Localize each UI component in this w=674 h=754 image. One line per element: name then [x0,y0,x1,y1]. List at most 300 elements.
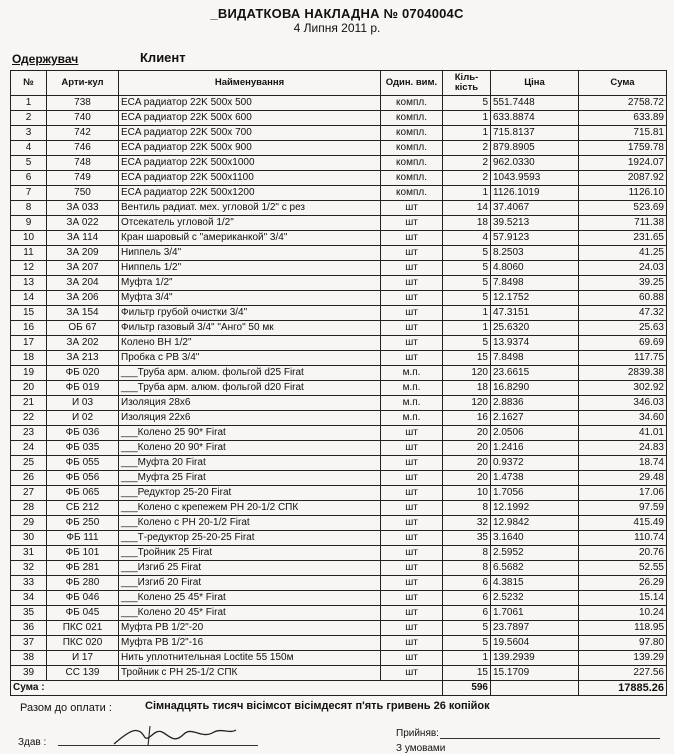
row-unit: шт [381,591,443,606]
total-row [11,681,667,696]
row-sum: 41.01 [579,426,667,441]
row-unit: шт [381,426,443,441]
row-num: 35 [11,606,47,621]
row-price: 16.8290 [491,381,579,396]
row-qty: 8 [443,561,491,576]
row-article: ПКС 021 [47,621,119,636]
row-price: 879.8905 [491,141,579,156]
row-unit: шт [381,636,443,651]
row-article: 749 [47,171,119,186]
row-unit: шт [381,231,443,246]
row-qty: 20 [443,426,491,441]
row-article: ФБ 020 [47,366,119,381]
row-price: 12.1992 [491,501,579,516]
table-row [11,576,667,591]
document-date: 4 Липня 2011 р. [293,21,381,35]
row-unit: м.п. [381,396,443,411]
row-article: ФБ 280 [47,576,119,591]
row-article: 750 [47,186,119,201]
table-row [11,246,667,261]
row-qty: 5 [443,261,491,276]
row-sum: 10.24 [579,606,667,621]
row-qty: 20 [443,441,491,456]
row-qty: 5 [443,636,491,651]
row-qty: 14 [443,201,491,216]
row-unit: компл. [381,111,443,126]
row-qty: 18 [443,216,491,231]
row-num: 3 [11,126,47,141]
row-num: 4 [11,141,47,156]
row-unit: шт [381,501,443,516]
row-article: И 03 [47,396,119,411]
pay-label: Разом до оплати : [20,702,112,714]
row-article: ФБ 035 [47,441,119,456]
row-num: 37 [11,636,47,651]
gave-label: Здав : [18,737,47,748]
row-num: 10 [11,231,47,246]
row-qty: 18 [443,381,491,396]
row-num: 29 [11,516,47,531]
row-qty: 15 [443,351,491,366]
row-sum: 227.56 [579,666,667,681]
row-sum: 69.69 [579,336,667,351]
table-row [11,546,667,561]
row-name: Ниппель 1/2" [119,261,381,276]
table-row [11,336,667,351]
total-sum: 17885.26 [579,681,667,696]
row-qty: 1 [443,126,491,141]
row-name: Фильтр газовый 3/4" "Анго" 50 мк [119,321,381,336]
row-qty: 2 [443,156,491,171]
row-qty: 1 [443,186,491,201]
row-article: ФБ 281 [47,561,119,576]
row-price: 19.5604 [491,636,579,651]
row-article: СС 139 [47,666,119,681]
row-article: 748 [47,156,119,171]
row-num: 27 [11,486,47,501]
row-unit: компл. [381,171,443,186]
row-name: ECA радиатор 22K 500x 700 [119,126,381,141]
row-price: 4.8060 [491,261,579,276]
row-name: ECA радиатор 22K 500x1100 [119,171,381,186]
row-sum: 20.76 [579,546,667,561]
row-unit: шт [381,456,443,471]
column-header-qty: Кіль-кість [443,71,491,96]
row-unit: шт [381,516,443,531]
row-sum: 41.25 [579,246,667,261]
row-num: 13 [11,276,47,291]
row-num: 8 [11,201,47,216]
row-sum: 715.81 [579,126,667,141]
table-row [11,471,667,486]
row-qty: 5 [443,96,491,111]
row-sum: 231.65 [579,231,667,246]
row-qty: 5 [443,276,491,291]
row-qty: 6 [443,606,491,621]
row-price: 6.5682 [491,561,579,576]
row-name: ___Колено 20 90* Firat [119,441,381,456]
row-price: 1043.9593 [491,171,579,186]
table-row [11,216,667,231]
row-qty: 5 [443,336,491,351]
row-article: ЗА 206 [47,291,119,306]
row-article: ФБ 019 [47,381,119,396]
row-name: ___Колено 20 45* Firat [119,606,381,621]
row-article: 746 [47,141,119,156]
total-price-empty [491,681,579,696]
row-sum: 346.03 [579,396,667,411]
row-name: ___Колено с крепежем РН 20-1/2 СПК [119,501,381,516]
row-sum: 97.80 [579,636,667,651]
row-num: 22 [11,411,47,426]
row-sum: 25.63 [579,321,667,336]
row-unit: шт [381,216,443,231]
row-name: ___Труба арм. алюм. фольгой d25 Firat [119,366,381,381]
table-row [11,351,667,366]
recipient-label: Одержувач [12,52,79,66]
row-article: СБ 212 [47,501,119,516]
row-unit: шт [381,336,443,351]
row-name: ECA радиатор 22K 500x 900 [119,141,381,156]
row-name: Муфта РВ 1/2"-16 [119,636,381,651]
row-unit: шт [381,321,443,336]
row-unit: шт [381,276,443,291]
row-num: 26 [11,471,47,486]
row-article: И 02 [47,411,119,426]
column-header-unit: Один. вим. [381,71,443,96]
table-row [11,201,667,216]
table-row [11,666,667,681]
row-name: ECA радиатор 22K 500x1000 [119,156,381,171]
row-price: 12.1752 [491,291,579,306]
row-price: 1.7056 [491,486,579,501]
table-header-row [11,71,667,96]
row-num: 11 [11,246,47,261]
row-sum: 117.75 [579,351,667,366]
row-price: 551.7448 [491,96,579,111]
row-num: 23 [11,426,47,441]
row-num: 39 [11,666,47,681]
table-row [11,141,667,156]
row-price: 37.4067 [491,201,579,216]
row-num: 21 [11,396,47,411]
table-row [11,426,667,441]
row-unit: шт [381,606,443,621]
row-unit: шт [381,291,443,306]
row-sum: 302.92 [579,381,667,396]
table-row [11,156,667,171]
row-unit: шт [381,561,443,576]
row-unit: шт [381,531,443,546]
row-article: ЗА 213 [47,351,119,366]
row-price: 2.5232 [491,591,579,606]
table-row [11,531,667,546]
row-name: ECA радиатор 22K 500x 600 [119,111,381,126]
row-article: ЗА 033 [47,201,119,216]
table-row [11,126,667,141]
table-row [11,111,667,126]
row-unit: шт [381,261,443,276]
row-unit: шт [381,201,443,216]
row-sum: 711.38 [579,216,667,231]
row-sum: 139.29 [579,651,667,666]
row-qty: 2 [443,141,491,156]
row-qty: 8 [443,501,491,516]
row-price: 23.7897 [491,621,579,636]
row-price: 2.1627 [491,411,579,426]
row-article: ФБ 046 [47,591,119,606]
column-header-price: Ціна [491,71,579,96]
row-price: 7.8498 [491,276,579,291]
row-price: 962.0330 [491,156,579,171]
row-name: Ниппель 3/4" [119,246,381,261]
row-price: 139.2939 [491,651,579,666]
row-article: ПКС 020 [47,636,119,651]
row-unit: м.п. [381,366,443,381]
table-row [11,636,667,651]
row-num: 38 [11,651,47,666]
row-price: 4.3815 [491,576,579,591]
row-name: ___Муфта 25 Firat [119,471,381,486]
row-num: 30 [11,531,47,546]
row-qty: 120 [443,396,491,411]
row-name: ___Колено 25 90* Firat [119,426,381,441]
row-num: 14 [11,291,47,306]
row-unit: компл. [381,141,443,156]
row-price: 2.0506 [491,426,579,441]
row-price: 13.9374 [491,336,579,351]
row-price: 0.9372 [491,456,579,471]
row-price: 2.5952 [491,546,579,561]
row-sum: 34.60 [579,411,667,426]
column-header-sum: Сума [579,71,667,96]
row-qty: 35 [443,531,491,546]
row-price: 2.8836 [491,396,579,411]
row-price: 8.2503 [491,246,579,261]
row-name: Изоляция 22x6 [119,411,381,426]
column-header-num: № [11,71,47,96]
row-num: 19 [11,366,47,381]
document-title: _ВИДАТКОВА НАКЛАДНА № 0704004С [210,6,464,21]
row-name: Кран шаровый с "американкой" 3/4" [119,231,381,246]
row-price: 57.9123 [491,231,579,246]
row-article: ЗА 209 [47,246,119,261]
row-qty: 6 [443,576,491,591]
row-unit: шт [381,651,443,666]
row-sum: 47.32 [579,306,667,321]
table-row [11,396,667,411]
row-qty: 20 [443,456,491,471]
table-row [11,486,667,501]
row-sum: 24.03 [579,261,667,276]
row-name: ___Редуктор 25-20 Firat [119,486,381,501]
row-article: ЗА 154 [47,306,119,321]
pay-amount-words: Сімнадцять тисяч вісімсот вісімдесят п'ять гривень 26 копійок [145,700,490,712]
table-row [11,96,667,111]
row-name: Изоляция 28x6 [119,396,381,411]
row-sum: 1759.78 [579,141,667,156]
row-article: И 17 [47,651,119,666]
signature-icon [110,722,240,750]
row-unit: шт [381,246,443,261]
row-sum: 2087.92 [579,171,667,186]
table-row [11,651,667,666]
row-num: 5 [11,156,47,171]
row-name: ___Колено 25 45* Firat [119,591,381,606]
row-num: 16 [11,321,47,336]
row-unit: шт [381,576,443,591]
row-price: 633.8874 [491,111,579,126]
row-unit: шт [381,471,443,486]
row-num: 6 [11,171,47,186]
row-qty: 15 [443,666,491,681]
row-name: ___Т-редуктор 25-20-25 Firat [119,531,381,546]
row-article: ФБ 056 [47,471,119,486]
row-num: 28 [11,501,47,516]
row-name: Отсекатель угловой 1/2" [119,216,381,231]
row-num: 9 [11,216,47,231]
row-price: 7.8498 [491,351,579,366]
row-num: 33 [11,576,47,591]
row-num: 2 [11,111,47,126]
row-num: 31 [11,546,47,561]
row-name: ___Изгиб 25 Firat [119,561,381,576]
row-sum: 415.49 [579,516,667,531]
row-num: 32 [11,561,47,576]
row-sum: 523.69 [579,201,667,216]
table-row [11,291,667,306]
row-article: 738 [47,96,119,111]
row-sum: 15.14 [579,591,667,606]
row-sum: 633.89 [579,111,667,126]
row-num: 12 [11,261,47,276]
row-qty: 4 [443,231,491,246]
row-num: 7 [11,186,47,201]
row-article: ЗА 022 [47,216,119,231]
row-price: 23.6615 [491,366,579,381]
table-row [11,186,667,201]
row-sum: 97.59 [579,501,667,516]
table-row [11,456,667,471]
row-sum: 2758.72 [579,96,667,111]
row-sum: 52.55 [579,561,667,576]
table-row [11,561,667,576]
row-price: 1.2416 [491,441,579,456]
row-sum: 29.48 [579,471,667,486]
row-price: 39.5213 [491,216,579,231]
terms-label: З умовами [396,743,446,754]
row-sum: 26.29 [579,576,667,591]
row-price: 3.1640 [491,531,579,546]
table-row [11,411,667,426]
table-row [11,276,667,291]
row-unit: шт [381,621,443,636]
recipient-value: Клиент [140,50,186,65]
row-qty: 6 [443,591,491,606]
row-article: ФБ 101 [47,546,119,561]
row-name: Фильтр грубой очистки 3/4" [119,306,381,321]
row-name: Пробка с РВ 3/4" [119,351,381,366]
row-qty: 5 [443,291,491,306]
row-name: Колено ВН 1/2" [119,336,381,351]
row-num: 20 [11,381,47,396]
table-row [11,441,667,456]
row-article: ЗА 202 [47,336,119,351]
row-price: 15.1709 [491,666,579,681]
row-article: ФБ 045 [47,606,119,621]
row-num: 34 [11,591,47,606]
row-sum: 110.74 [579,531,667,546]
row-article: ОБ 67 [47,321,119,336]
row-num: 1 [11,96,47,111]
row-article: ФБ 036 [47,426,119,441]
row-sum: 2839.38 [579,366,667,381]
row-unit: шт [381,546,443,561]
row-qty: 10 [443,486,491,501]
table-row [11,591,667,606]
row-unit: компл. [381,186,443,201]
row-price: 25.6320 [491,321,579,336]
row-article: ЗА 207 [47,261,119,276]
row-qty: 1 [443,306,491,321]
row-article: 742 [47,126,119,141]
row-unit: компл. [381,156,443,171]
row-price: 1.7061 [491,606,579,621]
row-name: Муфта 1/2" [119,276,381,291]
table-row [11,381,667,396]
row-name: Нить уплотнительная Loctite 55 150м [119,651,381,666]
table-row [11,501,667,516]
row-price: 1126.1019 [491,186,579,201]
table-row [11,606,667,621]
table-row [11,231,667,246]
row-unit: шт [381,306,443,321]
row-qty: 5 [443,246,491,261]
row-article: 740 [47,111,119,126]
row-sum: 60.88 [579,291,667,306]
row-qty: 2 [443,171,491,186]
row-sum: 39.25 [579,276,667,291]
row-unit: шт [381,666,443,681]
row-article: ФБ 055 [47,456,119,471]
row-name: ___Тройник 25 Firat [119,546,381,561]
row-qty: 32 [443,516,491,531]
row-name: ECA радиатор 22K 500x1200 [119,186,381,201]
row-qty: 1 [443,321,491,336]
row-qty: 20 [443,471,491,486]
row-num: 25 [11,456,47,471]
row-name: ECA радиатор 22K 500x 500 [119,96,381,111]
row-price: 715.8137 [491,126,579,141]
row-article: ЗА 114 [47,231,119,246]
table-row [11,621,667,636]
row-name: ___Колено с РН 20-1/2 Firat [119,516,381,531]
table-row [11,366,667,381]
row-name: ___Муфта 20 Firat [119,456,381,471]
row-article: ФБ 111 [47,531,119,546]
row-sum: 118.95 [579,621,667,636]
row-num: 18 [11,351,47,366]
row-unit: компл. [381,126,443,141]
row-name: Вентиль радиат. мех. угловой 1/2" с рез [119,201,381,216]
row-qty: 1 [443,111,491,126]
row-num: 24 [11,441,47,456]
row-num: 15 [11,306,47,321]
row-unit: шт [381,441,443,456]
table-row [11,321,667,336]
row-name: Муфта 3/4" [119,291,381,306]
row-sum: 17.06 [579,486,667,501]
